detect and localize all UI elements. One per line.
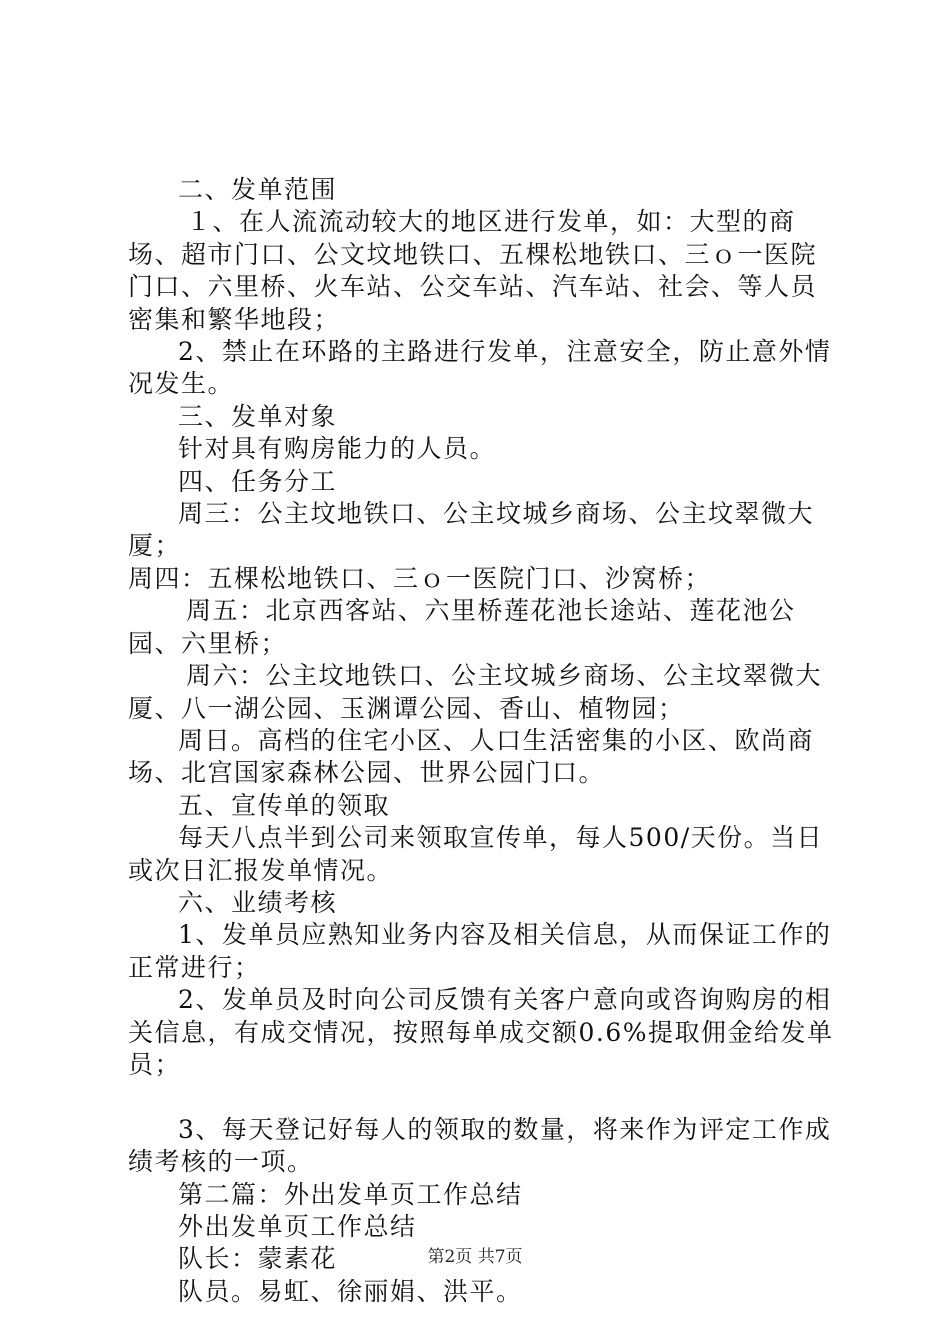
paragraph-performance-3: 3、每天登记好每人的领取的数量，将来作为评定工作成绩考核的一项。 xyxy=(128,1114,832,1177)
team-leader: 队长：蒙素花 xyxy=(178,1244,338,1274)
paragraph-sunday: 周日。高档的住宅小区、人口生活密集的小区、欧尚商场、北宫国家森林公园、世界公园门口。 xyxy=(128,725,815,788)
paragraph-friday: 周五：北京西客站、六里桥莲花池长途站、莲花池公园、六里桥； xyxy=(128,596,796,658)
paragraph-wednesday: 周三：公主坟地铁口、公主坟城乡商场、公主坟翠微大厦； xyxy=(128,499,815,561)
paragraph-thursday: 周四：五棵松地铁口、三ｏ一医院门口、沙窝桥； xyxy=(128,563,712,593)
section-heading-tasks: 四、任务分工 xyxy=(178,466,338,496)
paragraph-target: 针对具有购房能力的人员。 xyxy=(178,434,497,464)
paragraph-performance-1: 1、发单员应熟知业务内容及相关信息，从而保证工作的正常进行； xyxy=(128,920,832,982)
section-heading-scope: 二、发单范围 xyxy=(178,175,338,204)
section-heading-performance: 六、业绩考核 xyxy=(178,887,338,917)
section-heading-target: 三、发单对象 xyxy=(178,401,338,431)
document-body xyxy=(128,174,840,1308)
chapter-heading: 第二篇：外出发单页工作总结 xyxy=(178,1179,523,1209)
chapter-title: 外出发单页工作总结 xyxy=(178,1211,417,1241)
section-heading-flyers: 五、宣传单的领取 xyxy=(178,790,391,820)
paragraph-scope-2: 2、禁止在环路的主路进行发单，注意安全，防止意外情况发生。 xyxy=(128,337,832,399)
paragraph-saturday: 周六：公主坟地铁口、公主坟城乡商场、公主坟翠微大厦、八一湖公园、玉渊谭公园、香山、植物园； xyxy=(128,661,823,723)
paragraph-flyers: 每天八点半到公司来领取宣传单，每人500/天份。当日或次日汇报发单情况。 xyxy=(128,823,824,885)
blank-line xyxy=(128,1081,840,1113)
paragraph-scope-1: １、在人流流动较大的地区进行发单，如：大型的商场、超市门口、公文坟地铁口、五棵松地铁口、三ｏ一医院门口、六里桥、火车站、公交车站、汽车站、社会、等人员密集和繁华地段； xyxy=(128,207,818,334)
page-number-footer: 第2页 共7页 xyxy=(427,1247,523,1267)
team-members: 队员。易虹、徐丽娟、洪平。 xyxy=(178,1276,523,1306)
paragraph-performance-2: 2、发单员及时向公司反馈有关客户意向或咨询购房的相关信息，有成交情况，按照每单成交额0.6%提取佣金给发单员； xyxy=(128,985,834,1079)
